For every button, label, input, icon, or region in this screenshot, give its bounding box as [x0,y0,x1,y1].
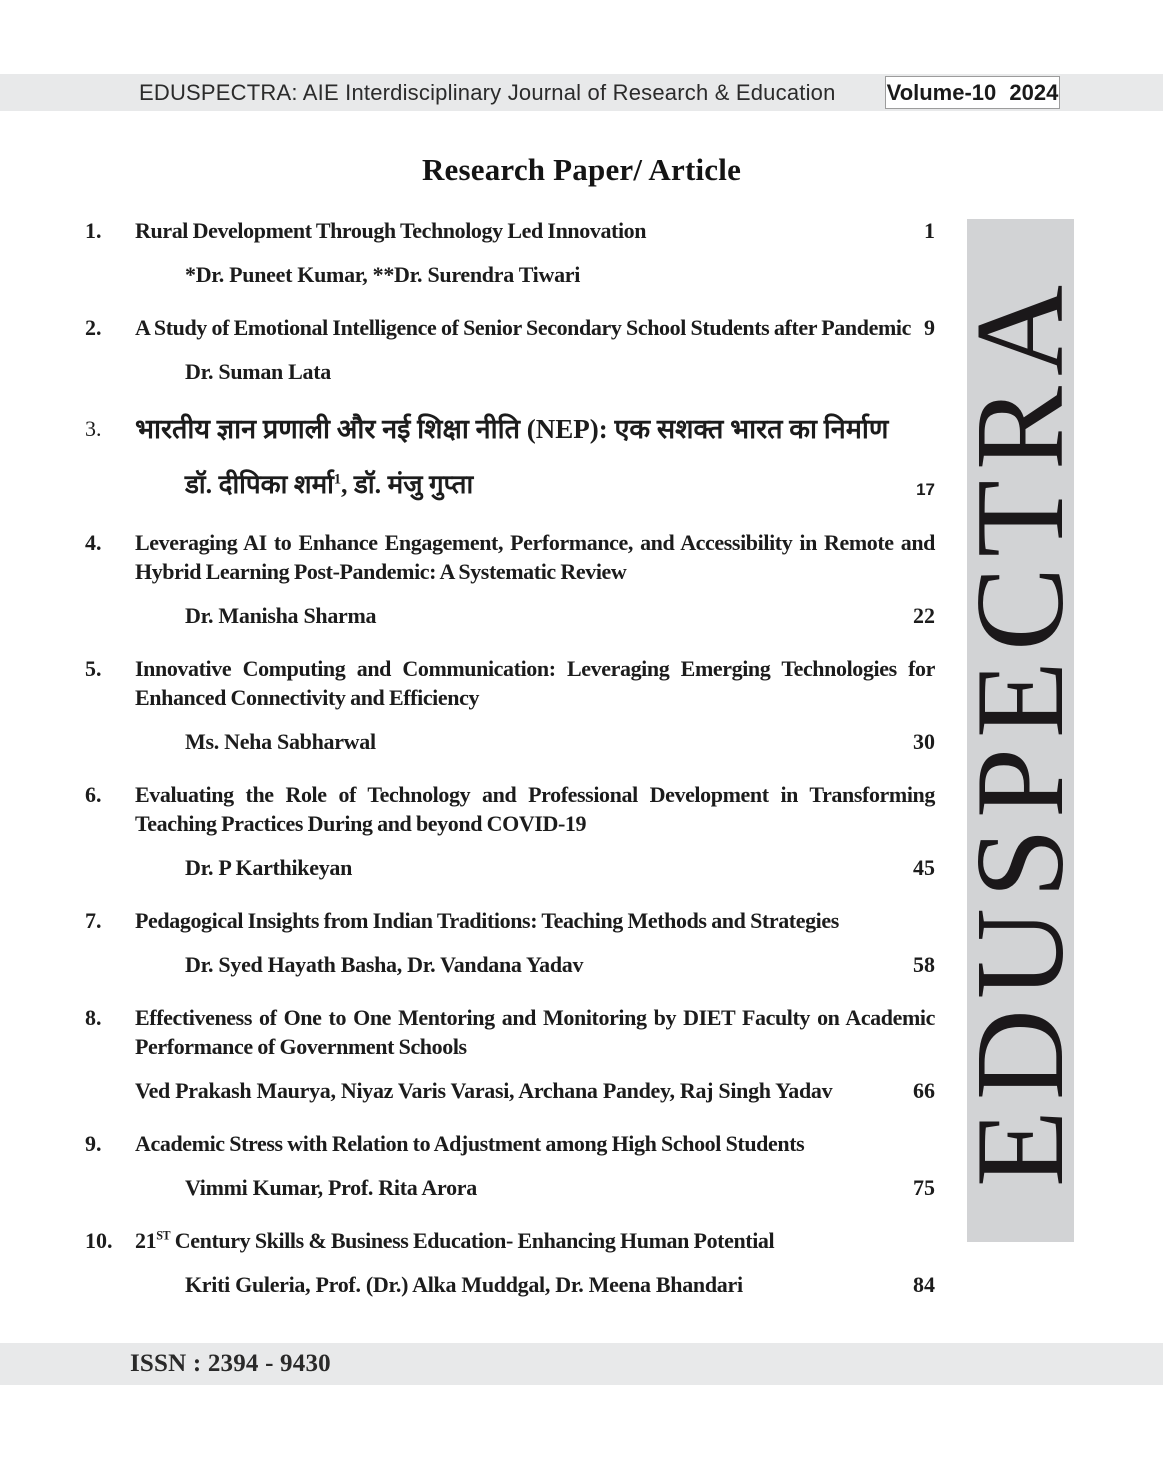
entry-title: Pedagogical Insights from Indian Traditions: Teaching Methods and Strategies [135,908,839,933]
entry-number: 2. [85,315,102,340]
entry-body [135,528,935,630]
entry-page: 58 [913,952,935,977]
toc-entry [85,780,935,882]
entry-title: Academic Stress with Relation to Adjustment among High School Students [135,1131,805,1156]
toc-entry [85,216,935,289]
page-title: Research Paper/ Article [421,152,742,187]
volume-badge: Volume-10 2024 [885,76,1060,109]
entry-page: 66 [913,1078,935,1103]
entry-page: 75 [913,1175,935,1200]
entry-title: भारतीय ज्ञान प्रणाली और नई शिक्षा नीति (NEP): एक सशक्त भारत का निर्माण [135,414,889,444]
entry-body [135,906,935,979]
toc-entry [85,1226,935,1299]
toc-list [85,216,935,1323]
entry-authors: Kriti Guleria, Prof. (Dr.) Alka Muddgal, Dr. Meena Bhandari 84 [185,1272,935,1297]
entry-page: 45 [913,855,935,880]
entry-body [135,216,935,289]
toc-entry [85,528,935,630]
entry-number: 7. [85,908,102,933]
toc-entry [85,654,935,756]
toc-entry [85,313,935,386]
entry-number: 8. [85,1005,102,1030]
entry-authors: Dr. Syed Hayath Basha, Dr. Vandana Yadav 58 [185,952,935,977]
entry-authors: डॉ. दीपिका शर्मा$^1$, डॉ. मंजु गुप्ता 17 [135,466,935,504]
entry-authors: Dr. Suman Lata [185,359,331,384]
issn-bar [0,1343,1163,1385]
entry-authors: *Dr. Puneet Kumar, **Dr. Surendra Tiwari [185,262,581,287]
entry-number: 4. [85,530,102,555]
entry-body [135,1226,935,1299]
entry-authors: Vimmi Kumar, Prof. Rita Arora 75 [185,1175,935,1200]
entry-body [135,780,935,882]
sidebar-vertical-title: EDUSPECTRA [950,274,1090,1187]
entry-authors: Ms. Neha Sabharwal 30 [185,729,935,754]
toc-entry [85,1003,935,1105]
entry-number: 6. [85,782,102,807]
entry-title: Evaluating the Role of Technology and Professional Development in Transforming Teaching Practices During and beyond COVID-19 [135,782,935,836]
entry-number: 10. [85,1228,113,1253]
entry-body [135,654,935,756]
toc-entry [85,906,935,979]
entry-number: 1. [85,218,102,243]
toc-entry [85,1129,935,1202]
entry-number: 9. [85,1131,102,1156]
entry-body [135,1129,935,1202]
entry-body [135,410,935,504]
entry-title: Leveraging AI to Enhance Engagement, Performance, and Accessibility in Remote and Hybrid Learning Post-Pandemic: A Systematic Review [135,530,935,584]
entry-title: Innovative Computing and Communication: Leveraging Emerging Technologies for Enhanced Connectivity and Efficiency [135,656,935,710]
entry-body [135,313,935,386]
sidebar-strip [950,219,1090,1242]
entry-number: 5. [85,656,102,681]
entry-title: Effectiveness of One to One Mentoring and Monitoring by DIET Faculty on Academic Performance of Government Schools [135,1005,935,1059]
entry-page: 17 [916,480,935,499]
entry-authors: Dr. Manisha Sharma 22 [185,603,935,628]
entry-page: 30 [913,729,935,754]
entry-page: 1 [924,218,935,243]
entry-number: 3. [85,416,102,441]
toc-entry [85,410,935,504]
entry-authors: Ved Prakash Maurya, Niyaz Varis Varasi, Archana Pandey, Raj Singh Yadav 66 [135,1078,935,1103]
issn-text: ISSN : 2394 - 9430 [130,1350,331,1377]
entry-title: A Study of Emotional Intelligence of Senior Secondary School Students after Pandemic 9 [135,315,935,340]
entry-page: 22 [913,603,935,628]
entry-title: 21ST Century Skills & Business Education- Enhancing Human Potential [135,1228,775,1253]
entry-page: 84 [913,1272,935,1297]
header-bar [0,74,1163,111]
entry-page: 9 [924,315,935,340]
entry-title: Rural Development Through Technology Led Innovation 1 [135,218,935,243]
journal-title: EDUSPECTRA: AIE Interdisciplinary Journal of Research & Education [139,80,836,105]
entry-authors: Dr. P Karthikeyan 45 [185,855,935,880]
entry-body [135,1003,935,1105]
